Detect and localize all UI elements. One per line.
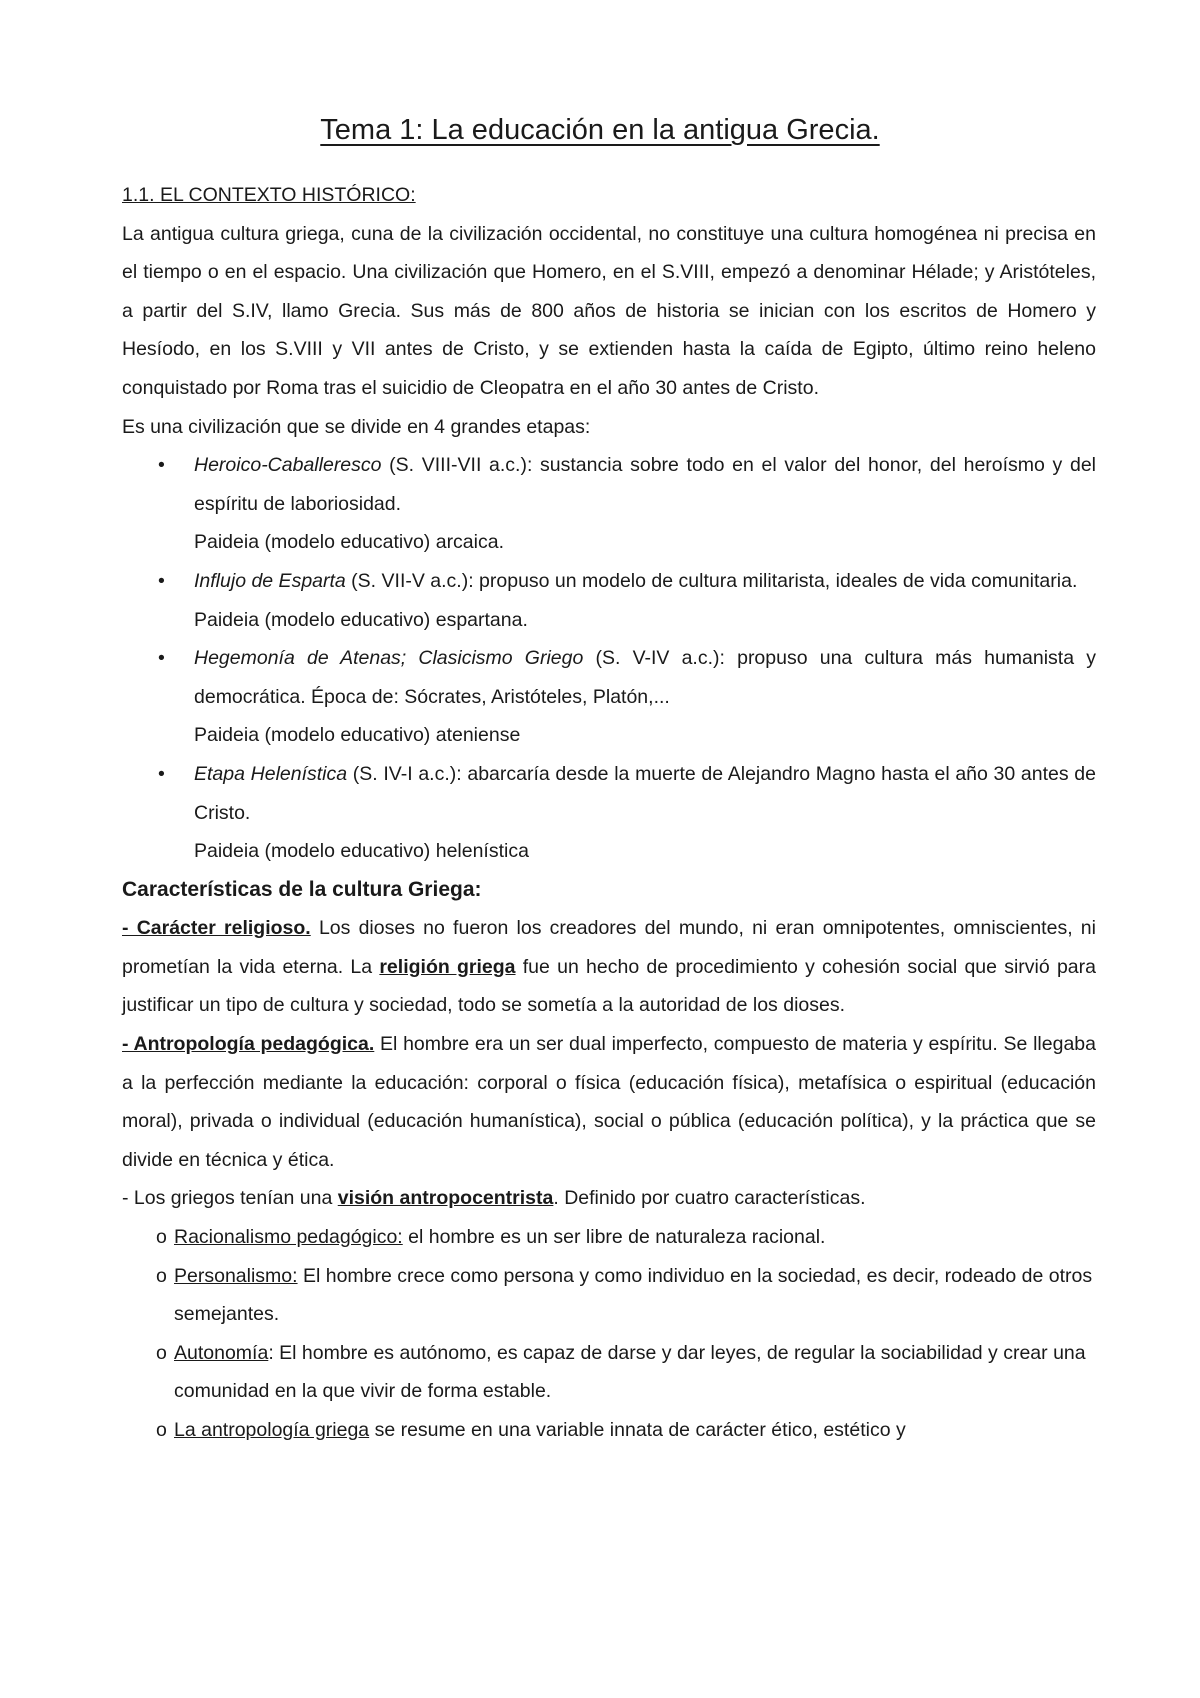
religioso-text-1: Los dioses no fueron los creadores del mundo, ni eran omnipotentes, omniscientes, ni prometían la vida eterna. La <box>122 917 1096 978</box>
item-term: Personalismo: <box>174 1264 298 1287</box>
antropologia-text: El hombre era un ser dual imperfecto, compuesto de materia y espíritu. Se llegaba a la perfección mediante la educación: corporal o física (educación física), metafísica o espiritual (educación moral), privada o individual (educación humanística), social o pública (educación política), y la práctica que se divide en técnica y ética. <box>122 1033 1096 1171</box>
etapa-name: Heroico-Caballeresco <box>194 454 382 477</box>
etapa-name: Etapa Helenística <box>194 762 348 785</box>
bullet-icon: • <box>158 569 165 592</box>
antropologia-label: - Antropología pedagógica. <box>122 1033 375 1056</box>
list-item <box>122 639 1096 755</box>
circle-bullet-icon: o <box>156 1264 167 1287</box>
vision-term: visión antropocentrista <box>337 1187 554 1210</box>
etapa-text: (S. VII-V a.c.): propuso un modelo de cultura militarista, ideales de vida comunitaria. <box>345 569 1078 592</box>
item-text: el hombre es un ser libre de naturaleza racional. <box>402 1226 826 1249</box>
bullet-icon: • <box>158 762 165 785</box>
document-body <box>122 176 1096 1450</box>
etapa-text: (S. V-IV a.c.): propuso una cultura más humanista y democrática. Época de: Sócrates, Aristóteles, Platón,... <box>194 647 1096 708</box>
item-term: La antropología griega <box>174 1419 370 1441</box>
etapa-paideia: Paideia (modelo educativo) ateniense <box>194 724 521 747</box>
religioso-text-2: fue un hecho de procedimiento y cohesión social que sirvió para justificar un tipo de cultura y sociedad, todo se sometía a la autoridad de los dioses. <box>122 955 1096 1017</box>
page-title: Tema 1: La educación en la antigua Grecia. <box>320 114 880 146</box>
section-heading: 1.1. EL CONTEXTO HISTÓRICO: <box>122 184 416 206</box>
circle-bullet-icon: o <box>156 1226 167 1249</box>
etapa-name: Hegemonía de Atenas; Clasicismo Griego <box>194 647 584 670</box>
etapa-text: (S. IV-I a.c.): abarcaría desde la muerte de Alejandro Magno hasta el año 30 antes de Cristo. <box>194 762 1096 824</box>
religioso-paragraph <box>122 909 1096 1025</box>
vision-characteristics-list <box>122 1218 1096 1450</box>
division-sentence: Es una civilización que se divide en 4 grandes etapas: <box>122 415 591 438</box>
bullet-icon: • <box>158 647 165 670</box>
list-item <box>122 1411 1096 1450</box>
item-term: Racionalismo pedagógico: <box>174 1226 403 1249</box>
etapa-paideia: Paideia (modelo educativo) helenística <box>194 840 529 863</box>
religion-term: religión griega <box>379 955 516 978</box>
list-item <box>122 755 1096 871</box>
etapas-list <box>122 446 1096 871</box>
circle-bullet-icon: o <box>156 1341 167 1364</box>
religioso-label: - Carácter religioso. <box>122 917 311 940</box>
etapa-text: (S. VIII-VII a.c.): sustancia sobre todo en el valor del honor, del heroísmo y del espíritu de laboriosidad. <box>194 454 1096 515</box>
list-item <box>122 562 1096 639</box>
bullet-icon: • <box>158 454 165 477</box>
item-text: El hombre crece como persona y como individuo en la sociedad, es decir, rodeado de otros semejantes. <box>174 1264 1093 1326</box>
item-text: se resume en una variable innata de carácter ético, estético y <box>369 1419 906 1441</box>
etapa-paideia: Paideia (modelo educativo) arcaica. <box>194 531 505 554</box>
vision-paragraph <box>122 1179 1096 1218</box>
etapa-paideia: Paideia (modelo educativo) espartana. <box>194 608 528 631</box>
etapa-name: Influjo de Esparta <box>194 569 346 592</box>
list-item <box>122 1334 1096 1411</box>
circle-bullet-icon: o <box>156 1419 167 1441</box>
list-item <box>122 446 1096 562</box>
item-text: : El hombre es autónomo, es capaz de darse y dar leyes, de regular la sociabilidad y crear una comunidad en la que vivir de forma estable. <box>174 1341 1086 1403</box>
intro-paragraph: La antigua cultura griega, cuna de la civilización occidental, no constituye una cultura homogénea ni precisa en el tiempo o en el espacio. Una civilización que Homero, en el S.VIII, empezó a denominar Hélade; y Aristóteles, a partir del S.IV, llamo Grecia. Sus más de 800 años de historia se inician con los escritos de Homero y Hesíodo, en los S.VIII y VII antes de Cristo, y se extienden hasta la caída de Egipto, último reino heleno conquistado por Roma tras el suicidio de Cleopatra en el año 30 antes de Cristo. <box>122 222 1096 399</box>
list-item <box>122 1218 1096 1257</box>
vision-prefix: - Los griegos tenían una <box>122 1187 338 1210</box>
antropologia-paragraph <box>122 1025 1096 1179</box>
item-term: Autonomía <box>174 1341 269 1364</box>
vision-suffix: . Definido por cuatro características. <box>553 1187 866 1210</box>
caracteristicas-heading: Características de la cultura Griega: <box>122 877 482 901</box>
list-item <box>122 1257 1096 1334</box>
